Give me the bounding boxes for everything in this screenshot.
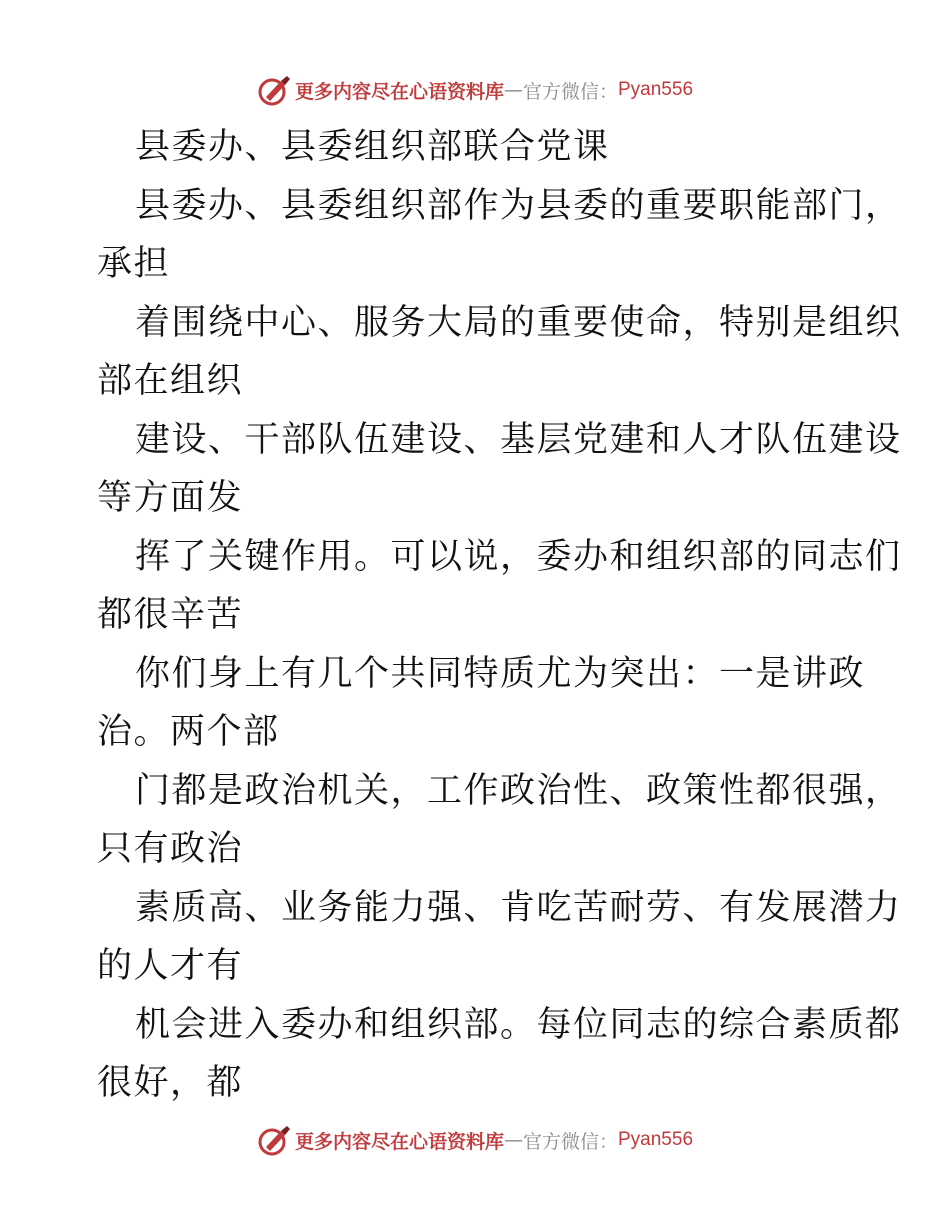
pen-logo-icon [257, 73, 291, 107]
footer-banner [0, 1120, 950, 1160]
text-line: 治。两个部 [97, 712, 280, 752]
text-line: 的人才有 [97, 946, 244, 986]
text-line: 你们身上有几个共同特质尤为突出：一是讲政 [135, 653, 866, 694]
text-line: 部在组织 [97, 361, 244, 401]
text-line: 素质高、业务能力强、肯吃苦耐劳、有发展潜力 [135, 887, 902, 928]
text-line: 都很辛苦 [97, 595, 244, 635]
text-line: 挥了关键作用。可以说，委办和组织部的同志们 [135, 536, 902, 577]
text-line: 县委办、县委组织部作为县委的重要职能部门， [135, 185, 902, 226]
text-line: 等方面发 [97, 478, 244, 518]
banner-wechat-label: 官方微信： [522, 1130, 618, 1153]
text-line: 着围绕中心、服务大局的重要使命，特别是组织 [135, 302, 902, 343]
banner-separator: — [503, 1129, 523, 1151]
banner-brand: 更多内容尽在心语资料库 [294, 1130, 504, 1153]
text-line: 建设、干部队伍建设、基层党建和人才队伍建设 [135, 419, 902, 460]
text-line: 机会进入委办和组织部。每位同志的综合素质都 [135, 1004, 902, 1045]
text-line: 只有政治 [97, 829, 244, 869]
text-line: 门都是政治机关，工作政治性、政策性都很强， [135, 770, 902, 811]
document-body [97, 118, 902, 1113]
banner-account: Pyan556 [618, 79, 694, 100]
document-title: 县委办、县委组织部联合党课 [135, 127, 610, 167]
banner-wechat-label: 官方微信： [522, 80, 618, 103]
header-banner [0, 70, 950, 110]
pen-logo-icon [257, 1123, 291, 1157]
banner-separator: — [503, 79, 523, 101]
banner-account: Pyan556 [618, 1129, 694, 1150]
text-line: 很好，都 [97, 1063, 244, 1103]
banner-brand: 更多内容尽在心语资料库 [294, 80, 504, 103]
text-line: 承担 [97, 244, 171, 284]
